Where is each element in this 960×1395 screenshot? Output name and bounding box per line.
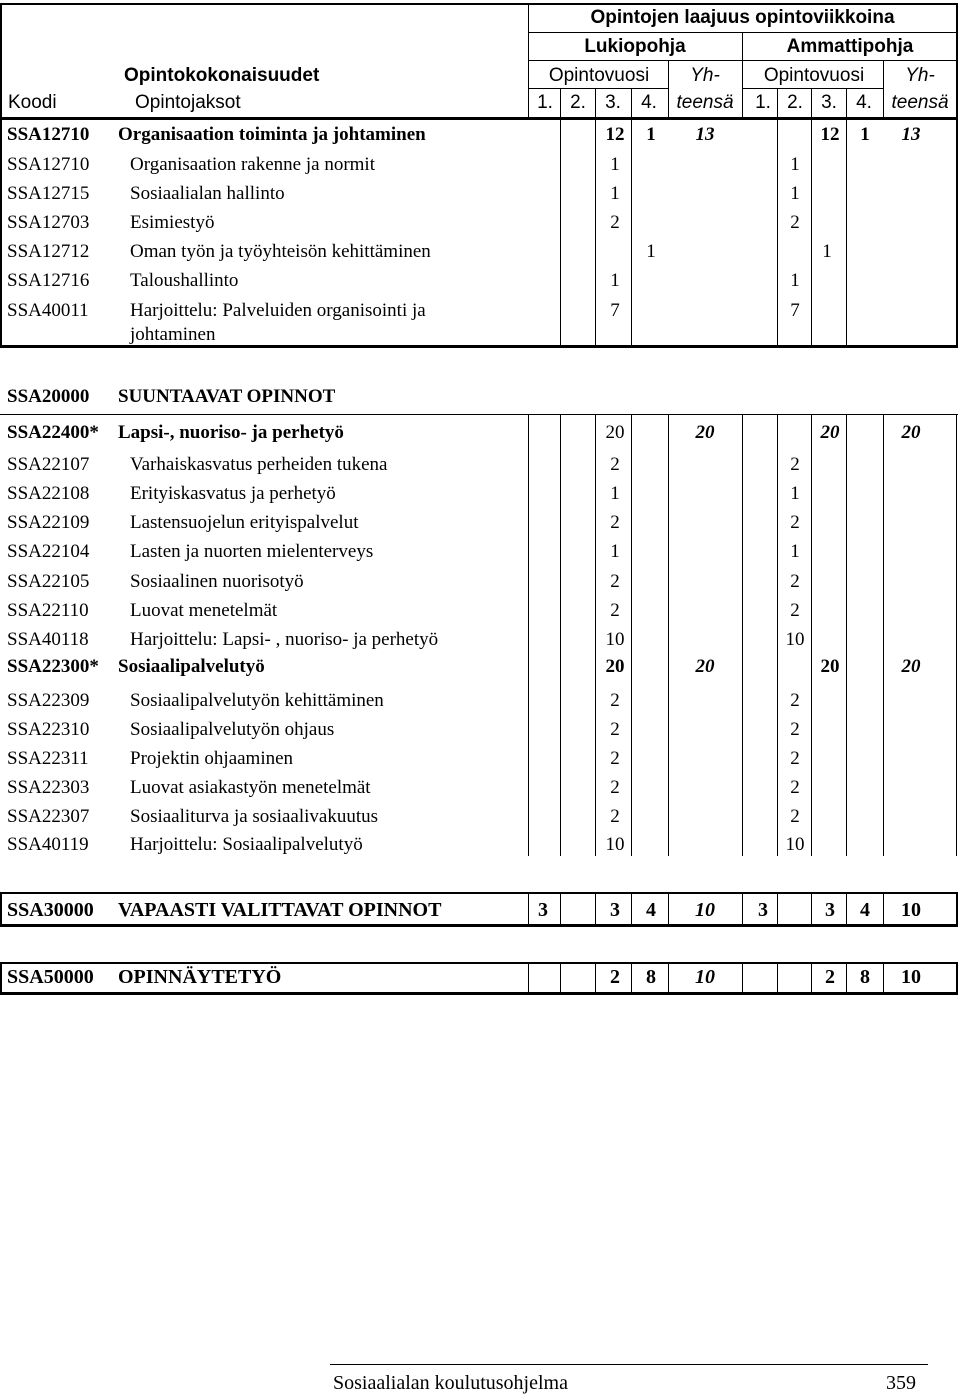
ammatti-year-2: 2 <box>790 454 800 475</box>
row-code: SSA12715 <box>7 183 90 204</box>
row-name: Organisaation rakenne ja normit <box>130 154 375 175</box>
ammatti-year-2: 1 <box>790 541 800 562</box>
rule <box>668 414 669 856</box>
rule <box>560 892 561 927</box>
lukiopohja-heading: Lukiopohja <box>584 36 686 57</box>
rule <box>668 962 669 995</box>
ammatti-year-2: 10 <box>785 834 805 855</box>
row-code: SSA12710 <box>7 124 90 145</box>
rule <box>811 892 812 927</box>
row-name: Sosiaalipalvelutyön kehittäminen <box>130 690 384 711</box>
yh-ammatti: Yh- <box>905 65 935 86</box>
rule <box>560 962 561 995</box>
lukio-year-2: 2 <box>610 806 620 827</box>
row-code: SSA22110 <box>7 600 89 621</box>
row-code: SSA40118 <box>7 629 89 650</box>
ammatti-year-2: 1 <box>790 183 800 204</box>
rule <box>883 60 884 118</box>
ammatti-year-2: 20 <box>820 422 840 443</box>
ammatti-total: 20 <box>901 656 921 677</box>
lukio-year-2: 2 <box>610 454 620 475</box>
lukio-year-3: 1 <box>646 241 656 262</box>
ammatti-year-2: 20 <box>820 656 840 677</box>
row-code: SSA22309 <box>7 690 90 711</box>
ammatti-year-2: 10 <box>785 629 805 650</box>
rule <box>0 992 958 995</box>
ammatti-year-2: 2 <box>790 512 800 533</box>
row-code: SSA12716 <box>7 270 90 291</box>
ammatti-year-2: 2 <box>790 748 800 769</box>
ammatti-year-2: 1 <box>790 270 800 291</box>
rule <box>0 962 958 964</box>
rule <box>811 414 812 856</box>
page-number: 359 <box>886 1372 916 1394</box>
rule <box>595 414 596 856</box>
row-name: Sosiaalipalvelutyön ohjaus <box>130 719 335 740</box>
row-code: SSA22109 <box>7 512 90 533</box>
ammatti-year-3: 1 <box>822 241 832 262</box>
year-4-ammatti: 4. <box>856 92 872 113</box>
opintovuosi-lukio: Opintovuosi <box>548 65 650 86</box>
ammatti-year-2: 7 <box>790 300 800 321</box>
rule <box>0 117 958 120</box>
teensa-lukio: teensä <box>676 92 734 113</box>
rule <box>560 88 561 347</box>
year-1-lukio: 1. <box>537 92 553 113</box>
lukio-year-3: 1 <box>646 124 656 145</box>
row-name: Projektin ohjaaminen <box>130 748 294 769</box>
lukio-year-3: 3 <box>610 899 620 921</box>
rule <box>883 892 884 927</box>
yh-lukio: Yh- <box>690 65 720 86</box>
ammatti-year-2: 2 <box>790 777 800 798</box>
lukio-year-2: 2 <box>610 512 620 533</box>
rule <box>811 88 812 347</box>
rule <box>742 414 743 856</box>
ammatti-year-2: 2 <box>790 690 800 711</box>
opintovuosi-ammatti: Opintovuosi <box>763 65 865 86</box>
teensa-ammatti: teensä <box>891 92 949 113</box>
rule <box>0 3 958 5</box>
rule <box>956 414 957 856</box>
rule <box>956 3 958 347</box>
row-name: Harjoittelu: Lapsi- , nuoriso- ja perhetyö <box>130 629 439 650</box>
row-name: SUUNTAAVAT OPINNOT <box>118 386 336 407</box>
lukio-year-2: 2 <box>610 777 620 798</box>
lukio-total: 10 <box>695 899 715 921</box>
row-name: Varhaiskasvatus perheiden tukena <box>130 454 388 475</box>
ammatti-year-2: 1 <box>790 483 800 504</box>
rule <box>631 414 632 856</box>
row-code: SSA22108 <box>7 483 90 504</box>
row-code: SSA12712 <box>7 241 90 262</box>
row-name: Taloushallinto <box>130 270 239 291</box>
lukio-year-2: 12 <box>605 124 625 145</box>
year-4-lukio: 4. <box>641 92 657 113</box>
year-2-ammatti: 2. <box>787 92 803 113</box>
row-name: Sosiaalialan hallinto <box>130 183 285 204</box>
opintojaksot-heading: Opintojaksot <box>135 92 241 113</box>
row-code: SSA30000 <box>7 899 94 921</box>
rule <box>956 892 958 927</box>
row-name: OPINNÄYTETYÖ <box>118 966 282 988</box>
footer-rule <box>330 1364 928 1365</box>
lukio-year-4: 4 <box>646 899 656 921</box>
ammatti-year-2: 2 <box>790 806 800 827</box>
lukio-total: 20 <box>695 422 715 443</box>
rule <box>742 892 743 927</box>
rule <box>956 962 958 995</box>
row-name-continued: johtaminen <box>130 324 216 345</box>
lukio-year-2: 20 <box>605 656 625 677</box>
row-code: SSA40011 <box>7 300 89 321</box>
lukio-year-2: 10 <box>605 834 625 855</box>
row-code: SSA40119 <box>7 834 89 855</box>
rule <box>742 32 743 118</box>
ammatti-total: 10 <box>901 966 921 988</box>
row-name: Esimiestyö <box>130 212 215 233</box>
rule <box>595 892 596 927</box>
rule <box>846 892 847 927</box>
row-code: SSA12710 <box>7 154 90 175</box>
year-2-lukio: 2. <box>570 92 586 113</box>
rule <box>846 88 847 347</box>
ammatti-year-2: 1 <box>790 154 800 175</box>
row-name: Lapsi-, nuoriso- ja perhetyö <box>118 422 344 443</box>
ammatti-total: 20 <box>901 422 921 443</box>
row-code: SSA22307 <box>7 806 90 827</box>
row-code: SSA22310 <box>7 719 90 740</box>
ammatti-year-2: 2 <box>790 212 800 233</box>
ammatti-year-3: 1 <box>860 124 870 145</box>
ammatti-year-3: 2 <box>825 966 835 988</box>
row-code: SSA22105 <box>7 571 90 592</box>
rule <box>883 414 884 856</box>
year-3-ammatti: 3. <box>821 92 837 113</box>
laajuus-heading: Opintojen laajuus opintoviikkoina <box>590 7 895 28</box>
lukio-year-2: 2 <box>610 690 620 711</box>
rule <box>631 88 632 347</box>
lukio-year-3: 2 <box>610 966 620 988</box>
lukio-year-2: 2 <box>610 719 620 740</box>
ammatti-total: 10 <box>901 899 921 921</box>
row-code: SSA12703 <box>7 212 90 233</box>
koodi-heading: Koodi <box>8 92 57 113</box>
row-code: SSA50000 <box>7 966 94 988</box>
rule <box>0 924 958 927</box>
rule <box>668 892 669 927</box>
row-code: SSA20000 <box>7 386 90 407</box>
row-name: Luovat menetelmät <box>130 600 278 621</box>
rule <box>528 414 529 856</box>
rule <box>631 962 632 995</box>
rule <box>560 414 561 856</box>
ammatti-year-2: 2 <box>790 600 800 621</box>
rule <box>595 962 596 995</box>
rule <box>528 88 668 89</box>
row-code: SSA22311 <box>7 748 89 769</box>
rule <box>811 962 812 995</box>
row-name: Lastensuojelun erityispalvelut <box>130 512 359 533</box>
ammatti-year-4: 4 <box>860 899 870 921</box>
lukio-total: 10 <box>695 966 715 988</box>
ammatti-year-1: 3 <box>758 899 768 921</box>
lukio-year-2: 20 <box>605 422 625 443</box>
row-name: Lasten ja nuorten mielenterveys <box>130 541 374 562</box>
lukio-year-2: 1 <box>610 270 620 291</box>
lukio-year-1: 3 <box>538 899 548 921</box>
ammatti-year-2: 2 <box>790 719 800 740</box>
row-code: SSA22400* <box>7 422 99 443</box>
rule <box>668 60 669 118</box>
lukio-total: 13 <box>695 124 715 145</box>
row-code: SSA22104 <box>7 541 90 562</box>
row-name: Sosiaalipalvelutyö <box>118 656 265 677</box>
rule <box>0 414 958 415</box>
rule <box>777 88 778 347</box>
row-name: VAPAASTI VALITTAVAT OPINNOT <box>118 899 442 921</box>
rule <box>0 892 958 894</box>
lukio-year-2: 2 <box>610 571 620 592</box>
rule <box>595 88 596 347</box>
row-name: Sosiaaliturva ja sosiaalivakuutus <box>130 806 379 827</box>
row-code: SSA22107 <box>7 454 90 475</box>
lukio-year-2: 7 <box>610 300 620 321</box>
rule <box>883 962 884 995</box>
lukio-year-2: 2 <box>610 600 620 621</box>
lukio-year-2: 1 <box>610 483 620 504</box>
ammatti-year-2: 2 <box>790 571 800 592</box>
row-name: Luovat asiakastyön menetelmät <box>130 777 371 798</box>
year-1-ammatti: 1. <box>755 92 771 113</box>
lukio-total: 20 <box>695 656 715 677</box>
footer-title: Sosiaalialan koulutusohjelma <box>333 1372 568 1394</box>
rule <box>0 962 2 995</box>
ammatti-total: 13 <box>901 124 921 145</box>
row-code: SSA22303 <box>7 777 90 798</box>
rule <box>0 892 2 927</box>
lukio-year-4: 8 <box>646 966 656 988</box>
rule <box>742 962 743 995</box>
ammatti-year-2: 12 <box>820 124 840 145</box>
row-name: Harjoittelu: Sosiaalipalvelutyö <box>130 834 363 855</box>
rule <box>0 3 2 347</box>
ammatti-year-3: 3 <box>825 899 835 921</box>
opintokokonaisuudet-heading: Opintokokonaisuudet <box>124 65 320 86</box>
rule <box>846 962 847 995</box>
lukio-year-2: 1 <box>610 154 620 175</box>
row-name: Harjoittelu: Palveluiden organisointi ja <box>130 300 426 321</box>
lukio-year-2: 10 <box>605 629 625 650</box>
rule <box>631 892 632 927</box>
rule <box>777 962 778 995</box>
row-code: SSA22300* <box>7 656 99 677</box>
ammattipohja-heading: Ammattipohja <box>786 36 914 57</box>
rule <box>846 414 847 856</box>
ammatti-year-4: 8 <box>860 966 870 988</box>
rule <box>742 88 883 89</box>
lukio-year-2: 1 <box>610 541 620 562</box>
lukio-year-2: 2 <box>610 748 620 769</box>
row-name: Oman työn ja työyhteisön kehittäminen <box>130 241 431 262</box>
rule <box>528 962 529 995</box>
rule <box>777 414 778 856</box>
lukio-year-2: 2 <box>610 212 620 233</box>
lukio-year-2: 1 <box>610 183 620 204</box>
row-name: Erityiskasvatus ja perhetyö <box>130 483 336 504</box>
year-3-lukio: 3. <box>605 92 621 113</box>
row-name: Organisaation toiminta ja johtaminen <box>118 124 426 145</box>
row-name: Sosiaalinen nuorisotyö <box>130 571 304 592</box>
